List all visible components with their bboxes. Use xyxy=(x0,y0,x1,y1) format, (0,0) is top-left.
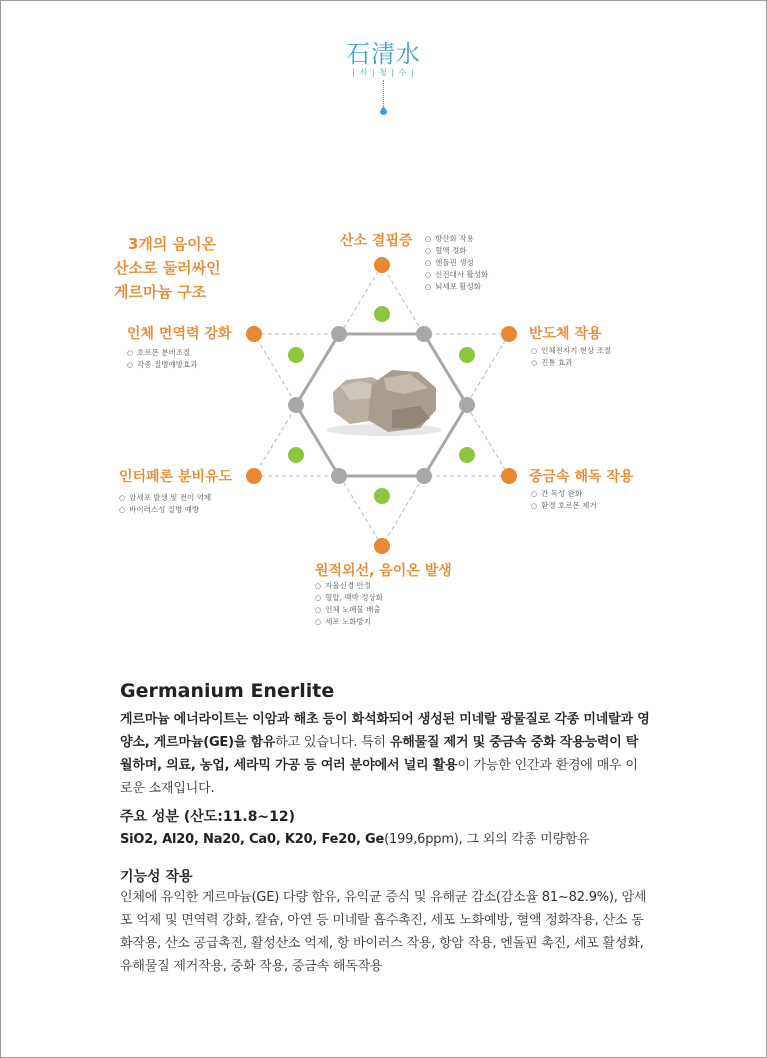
logo-text: 石清水 xyxy=(346,40,421,68)
list-item: ○ 엔돌핀 생성 xyxy=(425,257,488,269)
upper-right-effect-list xyxy=(531,345,611,369)
list-item: ○ 호르몬 분비조절 xyxy=(127,347,197,359)
function-heading: 기능성 작용 xyxy=(120,869,193,885)
list-item: ○ 자율신경 안정 xyxy=(315,580,383,592)
list-item: ○ 바이러스성 질병 예방 xyxy=(119,504,211,516)
list-item: ○ 신진대사 활성화 xyxy=(425,269,488,281)
list-item: ○ 인체전자기 현상 조절 xyxy=(531,345,611,357)
list-item: ○ 항산화 작용 xyxy=(425,233,488,245)
upper-left-effect-title: 인체 면역력 강화 xyxy=(127,326,232,342)
composition-heading: 주요 성분 (산도:11.8~12) xyxy=(120,809,296,825)
intro-bold-1: 게르마늄 에너라이트는 이암과 해초 등이 화석화되어 생성된 미네랄 광물질로 각종 미네랄과 영양소, 게르마늄(GE)을 함유 xyxy=(120,712,650,750)
list-item: ○ 인체 노폐물 배출 xyxy=(315,604,383,616)
rock-image xyxy=(326,370,442,436)
lower-right-effect-list xyxy=(531,488,597,512)
composition-text xyxy=(120,828,650,851)
bottom-effect-title: 원적외선, 음이온 발생 xyxy=(315,563,452,579)
logo-subtitle: | 석 | 청 | 수 | xyxy=(352,68,415,77)
intro-paragraph xyxy=(120,708,650,800)
intro-text-2: 이 가능한 인간과 환경에 매우 이로운 소재입니다. xyxy=(120,758,638,796)
function-text: 인체에 유익한 게르마늄(GE) 다량 함유, 유익균 증식 및 유해균 감소(감소율 81~82.9%), 암세포 억제 및 면역력 강화, 칼슘, 아연 등 미네랄 흡수촉진, 세포 노화예방, 혈액 정화작용, 산소 동화작용, 산소 공급촉진, 활성산소 억제, 항 바이러스 작용, 항암 작용, 엔돌핀 촉진, 세포 활성화, 유해물질 제거작용, 중화 작용, 중금속 해독작용 xyxy=(120,890,647,974)
bottom-effect-list xyxy=(315,580,383,628)
top-effect-list xyxy=(425,233,488,293)
composition-rest: (199,6ppm), 그 외의 각종 미량함유 xyxy=(384,832,590,847)
list-item: ○ 뇌세포 활성화 xyxy=(425,281,488,293)
list-item: ○ 간 독성 완화 xyxy=(531,488,597,500)
structure-label-line-2: 산소로 둘러싸인 xyxy=(114,259,221,277)
top-effect-title: 산소 결핍증 xyxy=(340,233,413,249)
list-item: ○ 혈압, 맥박 정상화 xyxy=(315,592,383,604)
list-item: ○ 세포 노화방지 xyxy=(315,616,383,628)
upper-right-effect-title: 반도체 작용 xyxy=(529,326,602,342)
list-item: ○ 혈액 정화 xyxy=(425,245,488,257)
list-item: ○ 진통 효과 xyxy=(531,357,611,369)
structure-label-line-3: 게르마늄 구조 xyxy=(114,283,207,301)
lower-left-effect-list xyxy=(119,492,211,516)
list-item: ○ 환경 호르몬 제거 xyxy=(531,500,597,512)
composition-bold: SiO2, Al20, Na20, Ca0, K20, Fe20, Ge xyxy=(120,832,385,847)
intro-text-1: 하고 있습니다. 특히 xyxy=(275,735,390,750)
article-title: Germanium Enerlite xyxy=(120,680,335,702)
lower-left-effect-title: 인터페론 분비유도 xyxy=(119,469,233,485)
upper-left-effect-list xyxy=(127,347,197,371)
intro-bold-2: 유해물질 제거 및 중금속 중화 작용능력이 탁월하며, 의료, 농업, 세라믹 가공 등 여러 분야에서 널리 활용 xyxy=(120,735,639,773)
list-item: ○ 암세포 발생 및 전이 억제 xyxy=(119,492,211,504)
list-item: ○ 각종 질병예방효과 xyxy=(127,359,197,371)
lower-right-effect-title: 중금속 해독 작용 xyxy=(529,469,634,485)
structure-label-line-1: 3개의 음이온 xyxy=(128,235,217,253)
